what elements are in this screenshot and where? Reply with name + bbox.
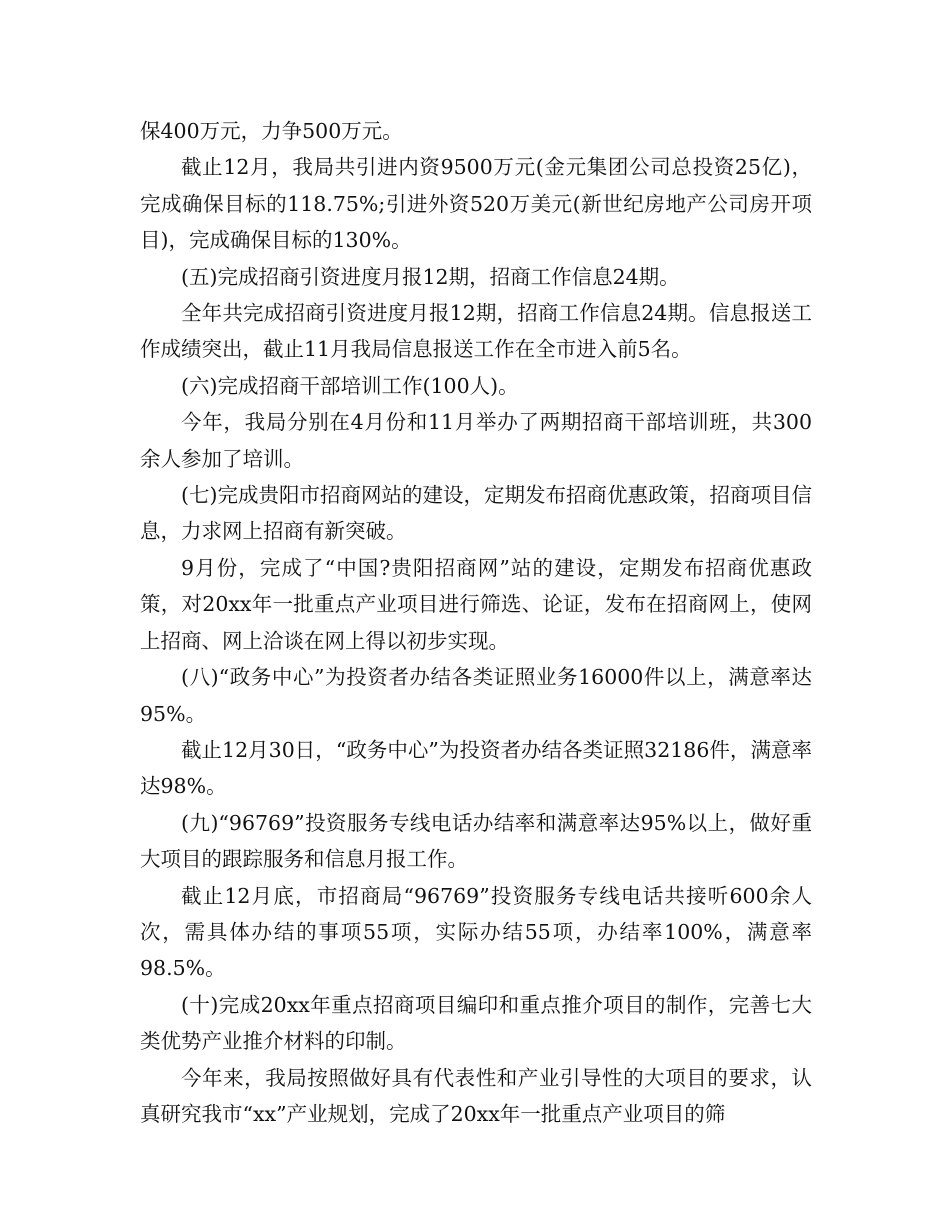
paragraph: 截止12月底，市招商局“96769”投资服务专线电话共接听600余人次，需具体办结的事项55项，实际办结55项，办结率100%，满意率98.5%。: [140, 883, 812, 981]
paragraph: 全年共完成招商引资进度月报12期，招商工作信息24期。信息报送工作成绩突出，截止11月我局信息报送工作在全市进入前5名。: [140, 301, 812, 362]
paragraph: 今年来，我局按照做好具有代表性和产业引导性的大项目的要求，认真研究我市“xx”产业规划，完成了20xx年一批重点产业项目的筛: [140, 1065, 812, 1126]
section-heading-9: (九)“96769”投资服务专线电话办结率和满意率达95%以上，做好重大项目的跟踪服务和信息月报工作。: [140, 810, 812, 872]
paragraph: 截止12月，我局共引进内资9500万元(金元集团公司总投资25亿)，完成确保目标的118.75%;引进外资520万美元(新世纪房地产公司房开项目)，完成确保目标的130%。: [140, 155, 812, 253]
document-page: [140, 113, 812, 1132]
paragraph-continuation: 保400万元，力争500万元。: [140, 119, 403, 143]
paragraph: 9月份，完成了“中国?贵阳招商网”站的建设，定期发布招商优惠政策，对20xx年一批重点产业项目进行筛选、论证，发布在招商网上，使网上招商、网上洽谈在网上得以初步实现。: [140, 555, 812, 653]
section-heading-5: (五)完成招商引资进度月报12期，招商工作信息24期。: [181, 264, 680, 289]
paragraph: 截止12月30日，“政务中心”为投资者办结各类证照32186件，满意率达98%。: [140, 737, 812, 799]
section-heading-6: (六)完成招商干部培训工作(100人)。: [181, 373, 519, 398]
section-heading-8: (八)“政务中心”为投资者办结各类证照业务16000件以上，满意率达95%。: [140, 665, 812, 726]
paragraph: 今年，我局分别在4月份和11月举办了两期招商干部培训班，共300余人参加了培训。: [140, 410, 812, 471]
section-heading-10: (十)完成20xx年重点招商项目编印和重点推介项目的制作，完善七大类优势产业推介材料的印制。: [140, 992, 812, 1054]
section-heading-7: (七)完成贵阳市招商网站的建设，定期发布招商优惠政策，招商项目信息，力求网上招商有新突破。: [140, 483, 812, 544]
